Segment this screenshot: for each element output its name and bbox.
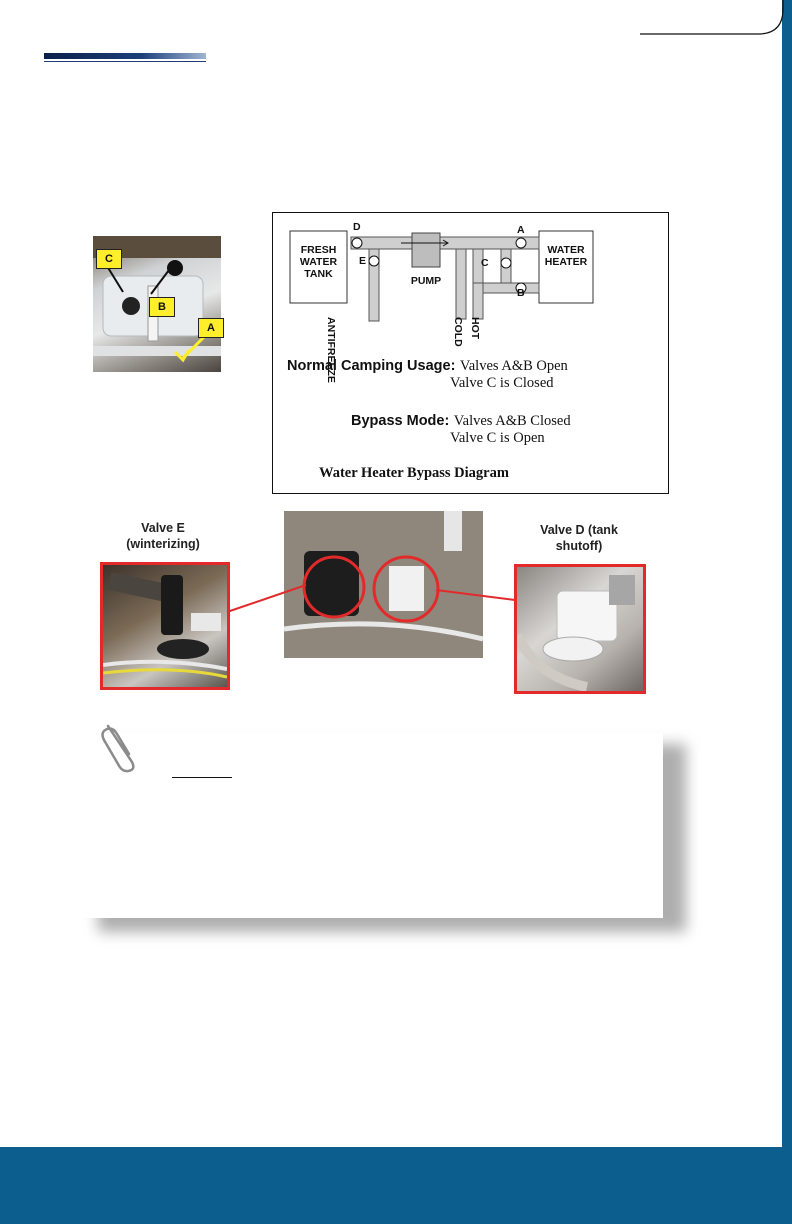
paperclip-icon: [100, 718, 144, 774]
valve-d-label: D: [353, 221, 361, 233]
antifreeze-label: ANTIFREEZE: [325, 317, 337, 383]
callout-b: B: [149, 297, 175, 317]
valve-a-label: A: [517, 224, 525, 236]
normal-usage-line2: Valve C is Closed: [450, 375, 554, 391]
note-card: [83, 733, 663, 918]
note-heading-underline: [172, 757, 232, 778]
normal-usage-line1: Valves A&B Open: [459, 358, 568, 374]
bypass-mode-line2: Valve C is Open: [450, 430, 545, 446]
hot-label: HOT: [469, 317, 481, 340]
pump-label: PUMP: [410, 275, 442, 287]
normal-usage-label: Normal Camping Usage:: [287, 358, 456, 374]
diagram-caption: Water Heater Bypass Diagram: [319, 465, 509, 481]
valve-c-label: C: [481, 257, 489, 269]
callout-c: C: [96, 249, 122, 269]
valve-d-caption: Valve D (tank shutoff): [540, 523, 618, 553]
fresh-water-tank-label: FRESH WATER TANK: [299, 244, 338, 280]
valve-e-caption: Valve E (winterizing): [126, 521, 200, 551]
bypass-mode-label: Bypass Mode:: [351, 413, 450, 429]
page-footer-band: [0, 1147, 792, 1224]
valve-b-label: B: [517, 287, 525, 299]
water-heater-label: WATER HEATER: [544, 244, 588, 268]
cold-label: COLD: [452, 317, 464, 347]
bypass-mode-line1: Valves A&B Closed: [453, 413, 571, 429]
valve-e-label: E: [359, 255, 367, 267]
callout-a: A: [198, 318, 224, 338]
